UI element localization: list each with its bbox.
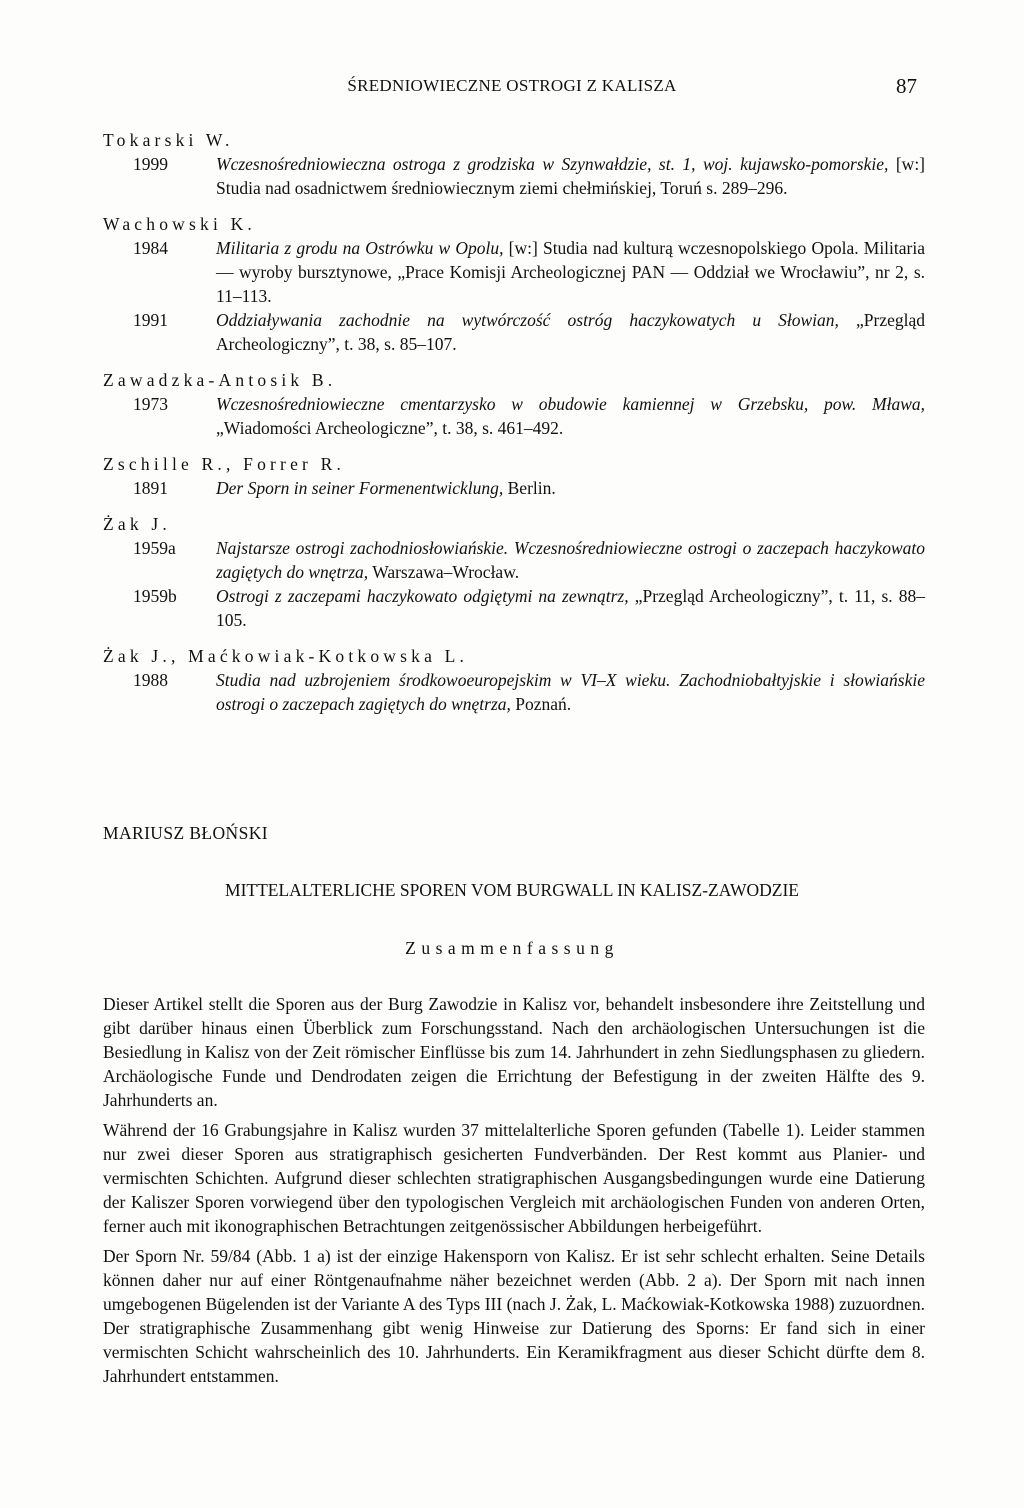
bib-title: Najstarsze ostrogi zachodniosłowiańskie. Wczesnośredniowieczne ostrogi o zaczepach haczykowato zagiętych do wnętrza, <box>216 538 925 582</box>
bib-details: „Wiadomości Archeologiczne”, t. 38, s. 461–492. <box>216 418 564 438</box>
bib-title: Ostrogi z zaczepami haczykowato odgiętymi na zewnątrz, <box>216 586 629 606</box>
bib-author: Zschille R., Forrer R. <box>103 454 346 474</box>
bib-citation <box>216 308 925 356</box>
header-title: ŚREDNIOWIECZNE OSTROGI Z KALISZA <box>347 76 677 95</box>
bib-details: Berlin. <box>503 478 556 498</box>
bib-year: 1959b <box>133 586 177 606</box>
summary-subtitle: Zusammenfassung <box>405 938 619 958</box>
bib-citation <box>216 476 925 500</box>
summary-title: MITTELALTERLICHE SPOREN VOM BURGWALL IN KALISZ-ZAWODZIE <box>225 880 799 900</box>
bib-year: 1991 <box>133 310 168 330</box>
bib-entry <box>103 236 925 308</box>
bib-year: 1973 <box>133 394 168 414</box>
bib-year: 1959a <box>133 538 176 558</box>
bib-year: 1891 <box>133 478 168 498</box>
bib-citation <box>216 152 925 200</box>
bib-year: 1988 <box>133 670 168 690</box>
bib-year: 1999 <box>133 154 168 174</box>
summary-paragraph: Dieser Artikel stellt die Sporen aus der Burg Zawodzie in Kalisz vor, behandelt insbesondere ihre Zeitstellung und gibt darüber hinaus einen Überblick zum Forschungsstand. Nach den archäologischen Untersuchungen ist die Besiedlung in Kalisz von der Zeit römischer Einflüsse bis zum 14. Jahrhundert in zehn Siedlungsphasen zu gliedern. Archäologische Funde und Dendrodaten zeigen die Errichtung der Befestigung in der zweiten Hälfte des 9. Jahrhunderts an. <box>103 994 925 1110</box>
bib-details: „Przegląd Archeologiczny”, t. 38, s. 85–107. <box>216 310 925 354</box>
bib-citation <box>216 392 925 440</box>
bib-title: Wczesnośredniowieczna ostroga z grodziska w Szynwałdzie, st. 1, woj. kujawsko-pomorskie, <box>216 154 889 174</box>
bib-year: 1984 <box>133 238 168 258</box>
bib-title: Oddziaływania zachodnie na wytwórczość ostróg haczykowatych u Słowian, <box>216 310 839 330</box>
bib-entry <box>103 584 925 632</box>
bib-citation <box>216 536 925 584</box>
bib-title: Wczesnośredniowieczne cmentarzysko w obudowie kamiennej w Grzebsku, pow. Mława, <box>216 394 925 414</box>
bib-author: Wachowski K. <box>103 214 256 234</box>
page-number: 87 <box>896 74 917 98</box>
bib-entry <box>103 536 925 584</box>
bib-title: Der Sporn in seiner Formenentwicklung, <box>216 478 504 498</box>
bib-citation <box>216 236 925 308</box>
bib-details: „Przegląd Archeologiczny”, t. 11, s. 88–105. <box>216 586 926 630</box>
bib-title: Studia nad uzbrojeniem środkowoeuropejskim w VI–X wieku. Zachodniobałtyjskie i słowiańskie ostrogi o zaczepach zagiętych do wnętrza, <box>216 670 925 714</box>
bib-author: Żak J., Maćkowiak-Kotkowska L. <box>103 646 469 666</box>
bib-entry <box>103 668 925 716</box>
bib-details: Poznań. <box>510 694 572 714</box>
bib-author: Zawadzka-Antosik B. <box>103 370 337 390</box>
bibliography <box>103 128 925 716</box>
summary-body <box>103 992 925 1394</box>
bib-entry <box>103 392 925 440</box>
bib-entry <box>103 308 925 356</box>
bib-author: Tokarski W. <box>103 130 234 150</box>
bib-author: Żak J. <box>103 514 171 534</box>
bib-entry <box>103 152 925 200</box>
summary-paragraph: Während der 16 Grabungsjahre in Kalisz wurden 37 mittelalterliche Sporen gefunden (Tabelle 1). Leider stammen nur zwei dieser Sporen aus stratigraphisch gesicherten Fundverbänden. Der Rest kommt aus Planier- und vermischten Schichten. Aufgrund dieser schlechten stratigraphischen Ausgangsbedingungen wurde eine Datierung der Kaliszer Sporen vorwiegend über den typologischen Vergleich mit archäologischen Funden von anderen Orten, ferner auch mit ikonographischen Betrachtungen zeitgenössischer Abbildungen herbeigeführt. <box>103 1120 925 1236</box>
bib-citation <box>216 668 925 716</box>
author-signature: MARIUSZ BŁOŃSKI <box>103 823 268 843</box>
bib-details: [w:] Studia nad kulturą wczesnopolskiego Opola. Militaria — wyroby bursztynowe, „Prace Komisji Archeologicznej PAN — Oddział we Wrocławiu”, nr 2, s. 11–113. <box>216 238 925 306</box>
bib-details: Warszawa–Wrocław. <box>368 562 520 582</box>
bib-citation <box>216 584 925 632</box>
bib-title: Militaria z grodu na Ostrówku w Opolu, <box>216 238 504 258</box>
summary-paragraph: Der Sporn Nr. 59/84 (Abb. 1 a) ist der einzige Hakensporn von Kalisz. Er ist sehr schlecht erhalten. Seine Details können daher nur auf einer Röntgenaufnahme näher bezeichnet werden (Abb. 2 a). Der Sporn mit nach innen umgebogenen Bügelenden ist der Variante A des Typs III (nach J. Żak, L. Maćkowiak-Kotkowska 1988) zuzuordnen. Der stratigraphische Zusammenhang gibt wenig Hinweise zur Datierung des Sporns: Er fand sich in einer vermischten Schicht wahrscheinlich des 10. Jahrhunderts. Ein Keramikfragment aus dieser Schicht dürfte dem 8. Jahrhundert entstammen. <box>103 1246 925 1386</box>
bib-details: [w:] Studia nad osadnictwem średniowiecznym ziemi chełmińskiej, Toruń s. 289–296. <box>216 154 926 198</box>
bib-entry <box>103 476 925 500</box>
